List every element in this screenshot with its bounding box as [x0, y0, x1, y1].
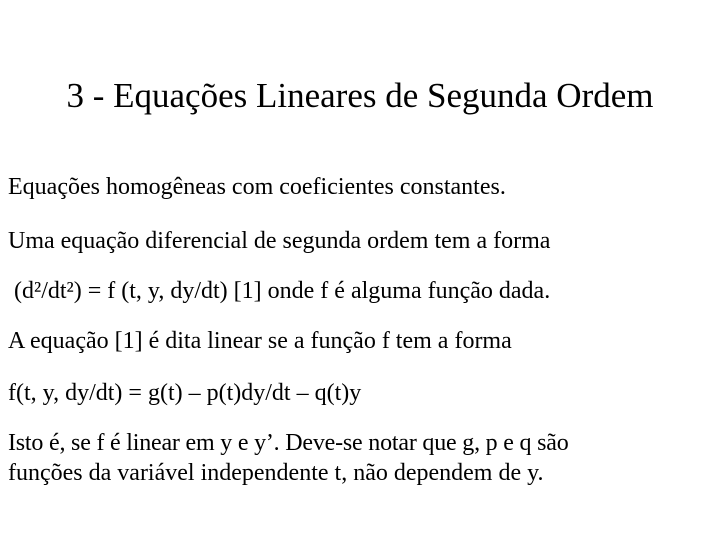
body-line-linear-form: f(t, y, dy/dt) = g(t) – p(t)dy/dt – q(t)y	[8, 380, 362, 406]
body-line-homogeneous: Equações homogêneas com coeficientes constantes.	[8, 174, 506, 200]
body-line-explanation: Isto é, se f é linear em y e y’. Deve-se notar que g, p e q são	[8, 430, 569, 456]
body-line-explanation-continued: funções da variável independente t, não dependem de y.	[8, 460, 544, 486]
slide-title: 3 - Equações Lineares de Segunda Ordem	[66, 76, 654, 115]
body-line-second-order-form: Uma equação diferencial de segunda ordem tem a forma	[8, 228, 551, 254]
body-line-equation-1: (d²/dt²) = f (t, y, dy/dt) [1] onde f é alguma função dada.	[14, 278, 551, 304]
body-line-linear-condition: A equação [1] é dita linear se a função f tem a forma	[8, 328, 512, 354]
